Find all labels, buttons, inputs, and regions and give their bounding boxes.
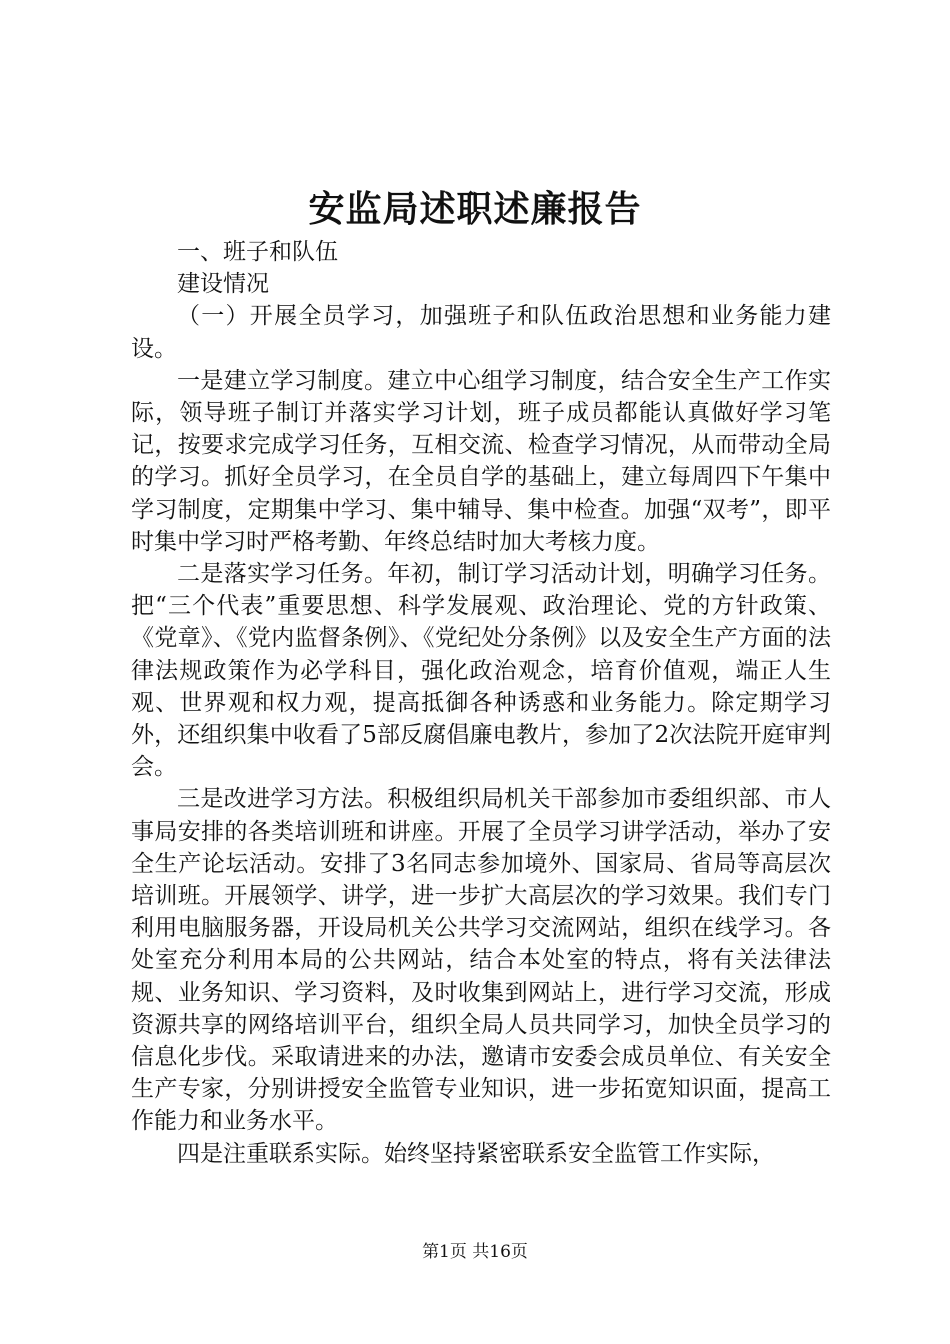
- paragraph: 一、班子和队伍: [177, 239, 338, 265]
- paragraph: 二是落实学习任务。年初，制订学习活动计划，明确学习任务。把“三个代表”重要思想、科学发展观、政治理论、党的方针政策、《党章》、《党内监督条例》、《党纪处分条例》以及安全生产方面的法律法规政策作为必学科目，强化政治观念，培育价值观，端正人生观、世界观和权力观，提高抵御各种诱惑和业务能力。除定期学习外，还组织集中收看了5部反腐倡廉电教片，参加了2次法院开庭审判会。: [131, 561, 831, 781]
- paragraph: （一）开展全员学习，加强班子和队伍政治思想和业务能力建设。: [131, 303, 831, 362]
- page-footer: 第1页 共16页: [422, 1242, 528, 1262]
- document-body: [131, 236, 831, 1170]
- paragraph: 三是改进学习方法。积极组织局机关干部参加市委组织部、市人事局安排的各类培训班和讲座。开展了全员学习讲学活动，举办了安全生产论坛活动。安排了3名同志参加境外、国家局、省局等高层次培训班。开展领学、讲学，进一步扩大高层次的学习效果。我们专门利用电脑服务器，开设局机关公共学习交流网站，组织在线学习。各处室充分利用本局的公共网站，结合本处室的特点，将有关法律法规、业务知识、学习资料，及时收集到网站上，进行学习交流，形成资源共享的网络培训平台，组织全局人员共同学习，加快全员学习的信息化步伐。采取请进来的办法，邀请市安委会成员单位、有关安全生产专家，分别讲授安全监管专业知识，进一步拓宽知识面，提高工作能力和业务水平。: [131, 786, 831, 1135]
- paragraph: 建设情况: [177, 271, 269, 298]
- document-title: 安监局述职述廉报告: [308, 188, 642, 230]
- paragraph: 四是注重联系实际。始终坚持紧密联系安全监管工作实际，: [177, 1140, 775, 1167]
- paragraph: 一是建立学习制度。建立中心组学习制度，结合安全生产工作实际，领导班子制订并落实学习计划，班子成员都能认真做好学习笔记，按要求完成学习任务，互相交流、检查学习情况，从而带动全局的学习。抓好全员学习，在全员自学的基础上，建立每周四下午集中学习制度，定期集中学习、集中辅导、集中检查。加强“双考”，即平时集中学习时严格考勤、年终总结时加大考核力度。: [131, 367, 831, 555]
